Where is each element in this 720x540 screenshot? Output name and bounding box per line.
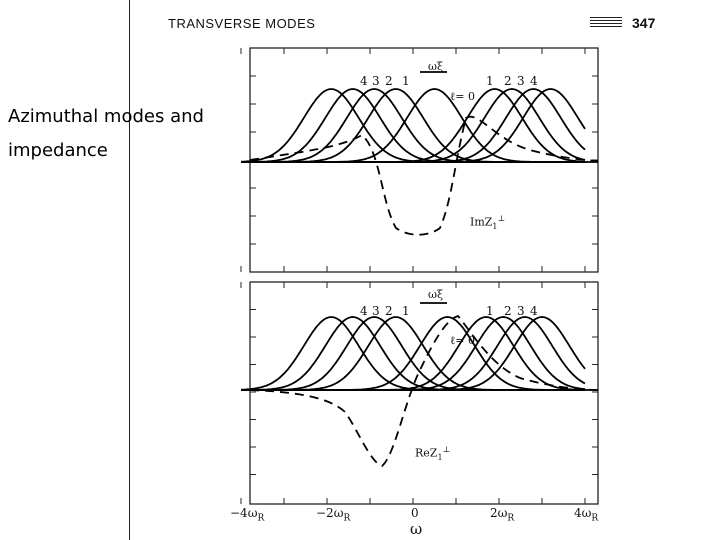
top-spacing-label: ωξ: [428, 60, 444, 73]
top-mode-right-3: 3: [517, 74, 525, 88]
x-tick-4: $4\omega_R$: [574, 506, 599, 524]
bottom-mode-curve-4: [241, 317, 585, 390]
top-l0-label: ℓ= 0: [450, 90, 475, 103]
top-impedance-label: ImZ$_1$⊥: [470, 214, 506, 231]
top-mode-left-2: 2: [385, 74, 393, 88]
bottom-spacing-label: ωξ: [428, 288, 444, 301]
x-tick-minus-2: $-2\omega_R$: [316, 506, 351, 524]
bottom-mode-left-3: 3: [372, 304, 380, 318]
top-mode-left-3: 3: [372, 74, 380, 88]
top-mode-right-2: 2: [504, 74, 512, 88]
bottom-mode-left-2: 2: [385, 304, 393, 318]
bottom-mode-right-3: 3: [517, 304, 525, 318]
bottom-mode-curve-5: [241, 317, 585, 390]
page-header: TRANSVERSE MODES: [168, 16, 316, 31]
x-tick-minus-4: $-4\omega_R$: [230, 506, 265, 524]
top-mode-right-4: 4: [530, 74, 538, 88]
x-tick-2: $2\omega_R$: [490, 506, 515, 524]
bottom-mode-curve-6: [241, 317, 585, 390]
bottom-l0-label: ℓ= 0: [450, 334, 475, 347]
bottom-mode-right-2: 2: [504, 304, 512, 318]
bottom-impedance-label: ReZ$_1$⊥: [415, 445, 451, 462]
bottom-panel-frame: [250, 282, 598, 504]
bottom-mode-curve-3: [241, 317, 585, 390]
top-mode-left-1: 1: [402, 74, 410, 88]
slide-title: Azimuthal modes and impedance: [8, 106, 204, 161]
bottom-mode-curve-7: [241, 317, 585, 390]
x-axis-label: ω: [410, 520, 423, 538]
top-mode-right-1: 1: [486, 74, 494, 88]
top-imz-dashed: [250, 117, 598, 235]
bottom-mode-curve-2: [241, 317, 585, 390]
bottom-mode-left-4: 4: [360, 304, 368, 318]
bottom-mode-left-1: 1: [402, 304, 410, 318]
bottom-mode-curve-8: [241, 317, 585, 390]
page-number: 347: [632, 15, 656, 31]
top-mode-left-4: 4: [360, 74, 368, 88]
bottom-mode-curve-1: [241, 317, 585, 390]
bottom-mode-curve-9: [241, 317, 585, 390]
bottom-mode-right-4: 4: [530, 304, 538, 318]
bottom-mode-right-1: 1: [486, 304, 494, 318]
x-tick-zero: 0: [411, 506, 419, 520]
